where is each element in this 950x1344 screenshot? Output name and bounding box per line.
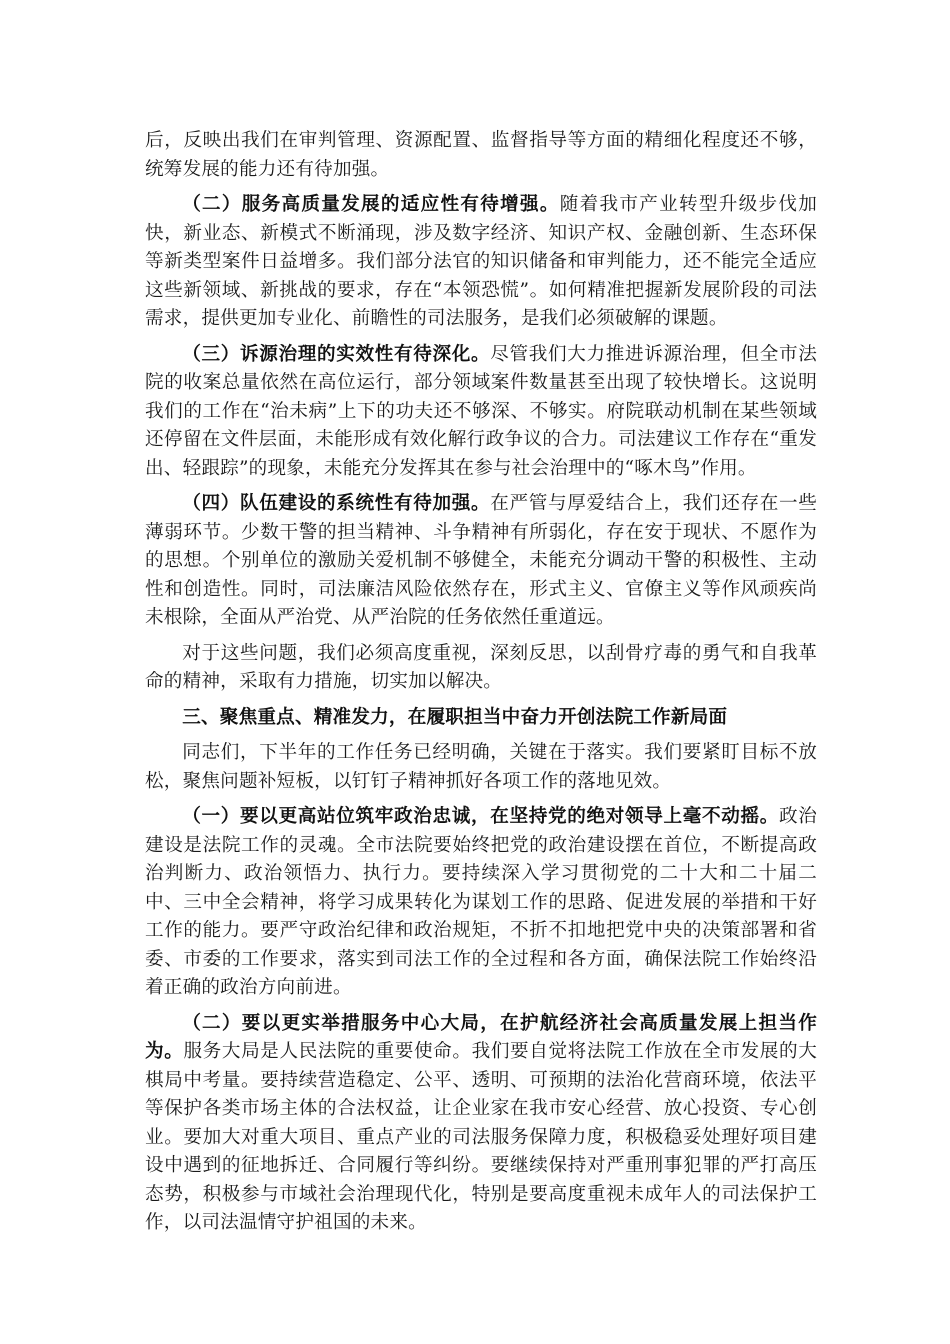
paragraph-text: 同志们，下半年的工作任务已经明确，关键在于落实。我们要紧盯目标不放松，聚焦问题补短板，以钉钉子精神抓好各项工作的落地见效。 [145,742,817,792]
paragraph-lead: （二）服务高质量发展的适应性有待增强。 [182,194,560,215]
paragraph-lead: （二）要以更实举措服务中心大局，在护航经济社会高质量发展上担当作为。 [145,1012,817,1062]
paragraph-text: 服务大局是人民法院的重要使命。我们要自觉将法院工作放在全市发展的大棋局中考量。要持续营造稳定、公平、透明、可预期的法治化营商环境，依法平等保护各类市场主体的合法权益，让企业家在我市安心经营、放心投资、专心创业。要加大对重大项目、重点产业的司法服务保障力度，积极稳妥处理好项目建设中遇到的征地拆迁、合同履行等纠纷。要继续保持对严重刑事犯罪的严打高压态势，积极参与市域社会治理现代化，特别是要高度重视未成年人的司法保护工作，以司法温情守护祖国的未来。 [145,1041,818,1233]
paragraph-text: 对于这些问题，我们必须高度重视，深刻反思，以刮骨疗毒的勇气和自我革命的精神，采取有力措施，切实加以解决。 [145,642,817,692]
paragraph-text: 后，反映出我们在审判管理、资源配置、监督指导等方面的精细化程度还不够，统筹发展的能力还有待加强。 [145,130,817,180]
paragraph-text: 尽管我们大力推进诉源治理，但全市法院的收案总量依然在高位运行，部分领域案件数量甚至出现了较快增长。这说明我们的工作在“治未病”上下的功夫还不够深、不够实。府院联动机制在某些领域还停留在文件层面，未能形成有效化解行政争议的合力。司法建议工作存在“重发出、轻跟踪”的现象，未能充分发挥其在参与社会治理中的“啄木鸟”作用。 [145,343,818,479]
paragraph-text: 随着我市产业转型升级步伐加快，新业态、新模式不断涌现，涉及数字经济、知识产权、金融创新、生态环保等新类型案件日益增多。我们部分法官的知识储备和审判能力，还不能完全适应这些新领域、新挑战的要求，存在“本领恐慌”。如何精准把握新发展阶段的司法需求，提供更加专业化、前瞻性的司法服务，是我们必须破解的课题。 [145,194,817,329]
paragraph-text: 在严管与厚爱结合上，我们还存在一些薄弱环节。少数干警的担当精神、斗争精神有所弱化，存在安于现状、不愿作为的思想。个别单位的激励关爱机制不够健全，未能充分调动干警的积极性、主动性和创造性。同时，司法廉洁风险依然存在，形式主义、官僚主义等作风顽疾尚未根除，全面从严治党、从严治院的任务依然任重道远。 [145,493,818,628]
paragraph-task-1 [145,803,817,1003]
document-body [145,127,817,1245]
paragraph-issue-4 [145,490,817,633]
paragraph-intro [145,739,817,796]
section-heading: 三、聚焦重点、精准发力，在履职担当中奋力开创法院工作新局面 [182,706,728,728]
paragraph-lead: （四）队伍建设的系统性有待加强。 [182,493,491,514]
paragraph-lead: （一）要以更高站位筑牢政治忠诚，在坚持党的绝对领导上毫不动摇。 [182,806,779,827]
paragraph-lead: （三）诉源治理的实效性有待深化。 [182,343,491,365]
paragraph-task-2 [145,1010,817,1238]
paragraph-issue-2 [145,191,817,334]
paragraph-summary [145,640,817,697]
paragraph-issue-3 [145,341,817,484]
paragraph-text: 政治建设是法院工作的灵魂。全市法院要始终把党的政治建设摆在首位，不断提高政治判断力、政治领悟力、执行力。要持续深入学习贯彻党的二十大和二十届二中、三中全会精神，将学习成果转化为谋划工作的思路、促进发展的举措和干好工作的能力。要严守政治纪律和政治规矩，不折不扣地把党中央的决策部署和省委、市委的工作要求，落实到司法工作的全过程和各方面，确保法院工作始终沿着正确的政治方向前进。 [145,806,817,998]
paragraph-continuation [145,127,817,184]
